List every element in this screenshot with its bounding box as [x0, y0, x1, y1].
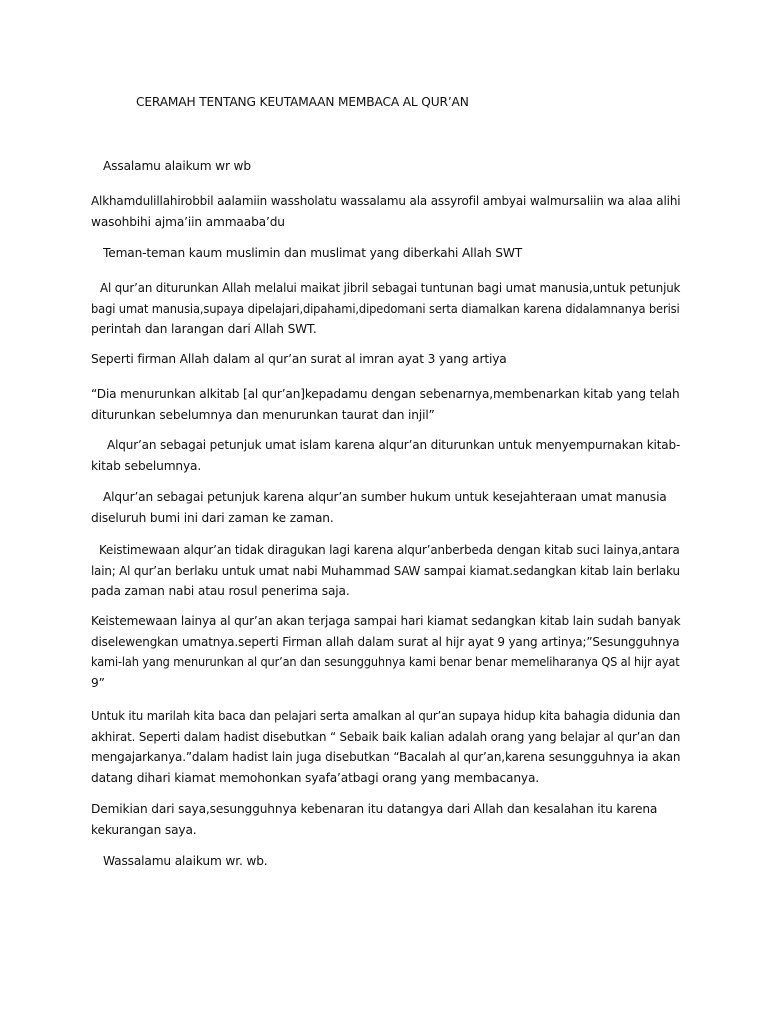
- document-title: CERAMAH TENTANG KEUTAMAAN MEMBACA AL QUR’AN: [136, 95, 469, 109]
- paragraph-line: mengajarkanya.”dalam hadist lain juga disebutkan “Bacalah al qur’an,karena sesungguhnya ia akan: [91, 750, 681, 764]
- paragraph-line: Demikian dari saya,sesungguhnya kebenaran itu datangya dari Allah dan kesalahan itu karena: [91, 802, 658, 816]
- paragraph-line: kitab sebelumnya.: [91, 458, 202, 473]
- paragraph-line: diturunkan sebelumnya dan menurunkan taurat dan injil”: [91, 407, 435, 422]
- paragraph-line: bagi umat manusia,supaya dipelajari,dipahami,dipedomani serta diamalkan karena didalamnanya berisi: [91, 301, 680, 316]
- paragraph-line: Keistemewaan lainya al qur’an akan terjaga sampai hari kiamat sedangkan kitab lain sudah banyak: [91, 614, 681, 628]
- paragraph-line: Alkhamdulillahirobbil aalamiin wassholatu wassalamu ala assyrofil ambyai walmursaliin wa alaa alihi: [91, 194, 681, 208]
- paragraph-line: diselewengkan umatnya.seperti Firman allah dalam surat al hijr ayat 9 yang artinya;”Sesungguhnya: [91, 634, 680, 649]
- paragraph-line: Teman-teman kaum muslimin dan muslimat yang diberkahi Allah SWT: [103, 246, 523, 260]
- paragraph-line: datang dihari kiamat memohonkan syafa’atbagi orang yang membacanya.: [91, 770, 540, 785]
- paragraph-line: lain; Al qur’an berlaku untuk umat nabi Muhammad SAW sampai kiamat.sedangkan kitab lain berlaku: [91, 563, 680, 578]
- paragraph-line: Al qur’an diturunkan Allah melalui maikat jibril sebagai tuntunan bagi umat manusia,untuk petunjuk: [100, 281, 681, 295]
- paragraph-line: Keistimewaan alqur’an tidak diragukan lagi karena alqur’anberbeda dengan kitab suci lainya,antara: [99, 543, 680, 557]
- paragraph-line: pada zaman nabi atau rosul penerima saja.: [91, 584, 350, 598]
- paragraph-line: “Dia menurunkan alkitab [al qur’an]kepadamu dengan sebenarnya,membenarkan kitab yang telah: [91, 387, 680, 401]
- paragraph-line: Assalamu alaikum wr wb: [103, 159, 251, 173]
- paragraph-line: Alqur’an sebagai petunjuk umat islam karena alqur’an diturunkan untuk menyempurnakan kitab-: [107, 438, 681, 452]
- paragraph-line: wasohbihi ajma’iin ammaaba’du: [91, 214, 285, 229]
- paragraph-line: Wassalamu alaikum wr. wb.: [103, 854, 268, 868]
- paragraph-line: 9”: [91, 675, 105, 690]
- paragraph-line: perintah dan larangan dari Allah SWT.: [91, 322, 317, 336]
- paragraph-line: Untuk itu marilah kita baca dan pelajari serta amalkan al qur’an supaya hidup kita bahagia didunia dan: [91, 709, 681, 723]
- paragraph-line: diseluruh bumi ini dari zaman ke zaman.: [91, 510, 334, 525]
- paragraph-line: kami-lah yang menurunkan al qur’an dan sesungguhnya kami benar benar memeliharanya QS al hijr ayat: [91, 655, 680, 669]
- paragraph-line: Seperti firman Allah dalam al qur’an surat al imran ayat 3 yang artiya: [91, 352, 507, 366]
- paragraph-line: Alqur’an sebagai petunjuk karena alqur’an sumber hukum untuk kesejahteraan umat manusia: [103, 490, 667, 504]
- paragraph-line: kekurangan saya.: [91, 822, 197, 837]
- paragraph-line: akhirat. Seperti dalam hadist disebutkan “ Sebaik baik kalian adalah orang yang belajar al qur’an dan: [91, 729, 681, 744]
